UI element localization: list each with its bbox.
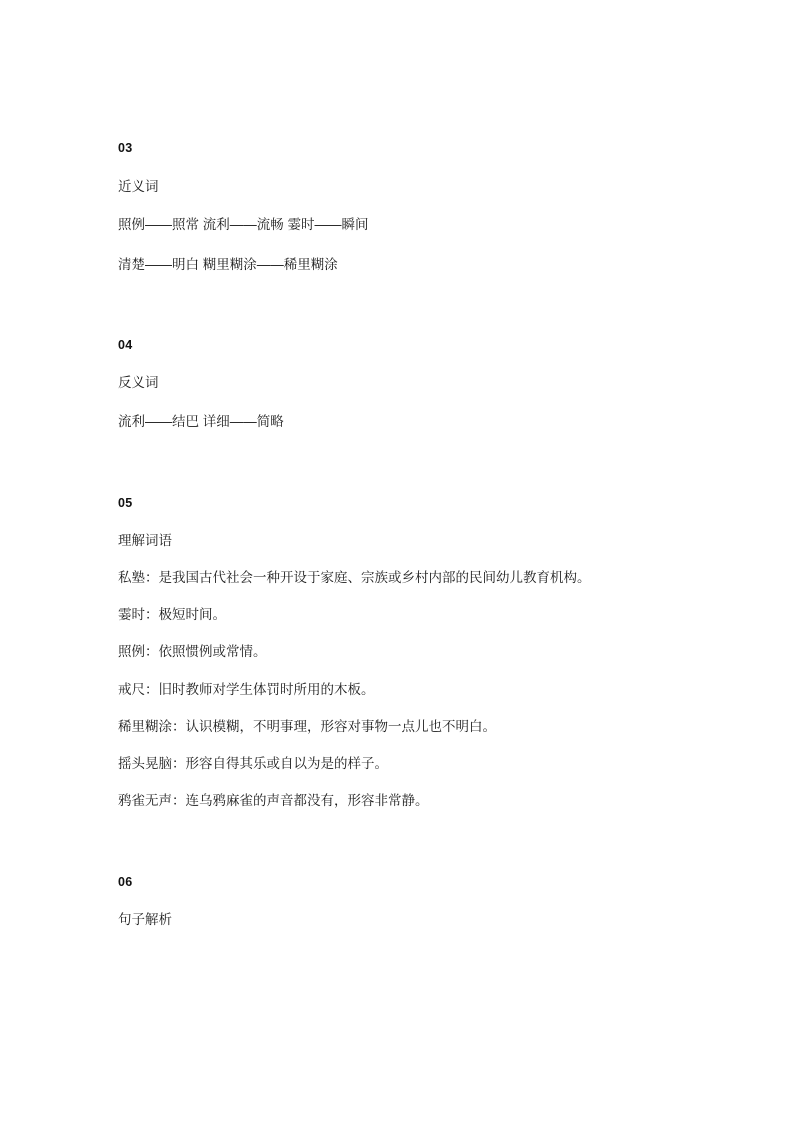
- spacer: [118, 551, 675, 568]
- section-number: 05: [118, 495, 133, 510]
- spacer: [118, 275, 675, 337]
- section-line: 照例——照常 流利——流畅 霎时——瞬间: [118, 217, 369, 233]
- spacer: [118, 158, 675, 178]
- spacer: [118, 774, 675, 791]
- section-number: 06: [118, 874, 133, 889]
- spacer: [118, 625, 675, 642]
- spacer: [118, 700, 675, 717]
- section-title: 理解词语: [118, 533, 172, 549]
- spacer: [118, 663, 675, 680]
- section-number: 03: [118, 141, 133, 155]
- section-number: 04: [118, 337, 133, 352]
- spacer: [118, 393, 675, 412]
- spacer: [118, 588, 675, 605]
- section-line: 清楚——明白 糊里糊涂——稀里糊涂: [118, 256, 338, 272]
- section-line: 鸦雀无声：连乌鸦麻雀的声音都没有，形容非常静。: [118, 793, 429, 809]
- section-line: 霎时：极短时间。: [118, 607, 226, 623]
- section-04: [118, 337, 675, 433]
- section-line: 私塾：是我国古代社会一种开设于家庭、宗族或乡村内部的民间幼儿教育机构。: [118, 569, 591, 585]
- section-line: 流利——结巴 详细——简略: [118, 414, 284, 430]
- spacer: [118, 512, 675, 532]
- spacer: [118, 737, 675, 754]
- section-05: [118, 495, 675, 812]
- spacer: [118, 236, 675, 255]
- spacer: [118, 891, 675, 911]
- section-line: 稀里糊涂：认识模糊，不明事理，形容对事物一点儿也不明白。: [118, 718, 496, 734]
- section-title: 近义词: [118, 178, 159, 194]
- spacer: [118, 196, 675, 215]
- section-line: 摇头晃脑：形容自得其乐或自以为是的样子。: [118, 756, 388, 772]
- section-title: 反义词: [118, 375, 159, 391]
- section-06: [118, 874, 675, 930]
- spacer: [118, 812, 675, 874]
- section-line: 照例：依照惯例或常情。: [118, 644, 267, 660]
- spacer: [118, 354, 675, 374]
- spacer: [118, 433, 675, 495]
- section-03: [118, 140, 675, 275]
- section-line: 戒尺：旧时教师对学生体罚时所用的木板。: [118, 681, 375, 697]
- section-title: 句子解析: [118, 912, 172, 928]
